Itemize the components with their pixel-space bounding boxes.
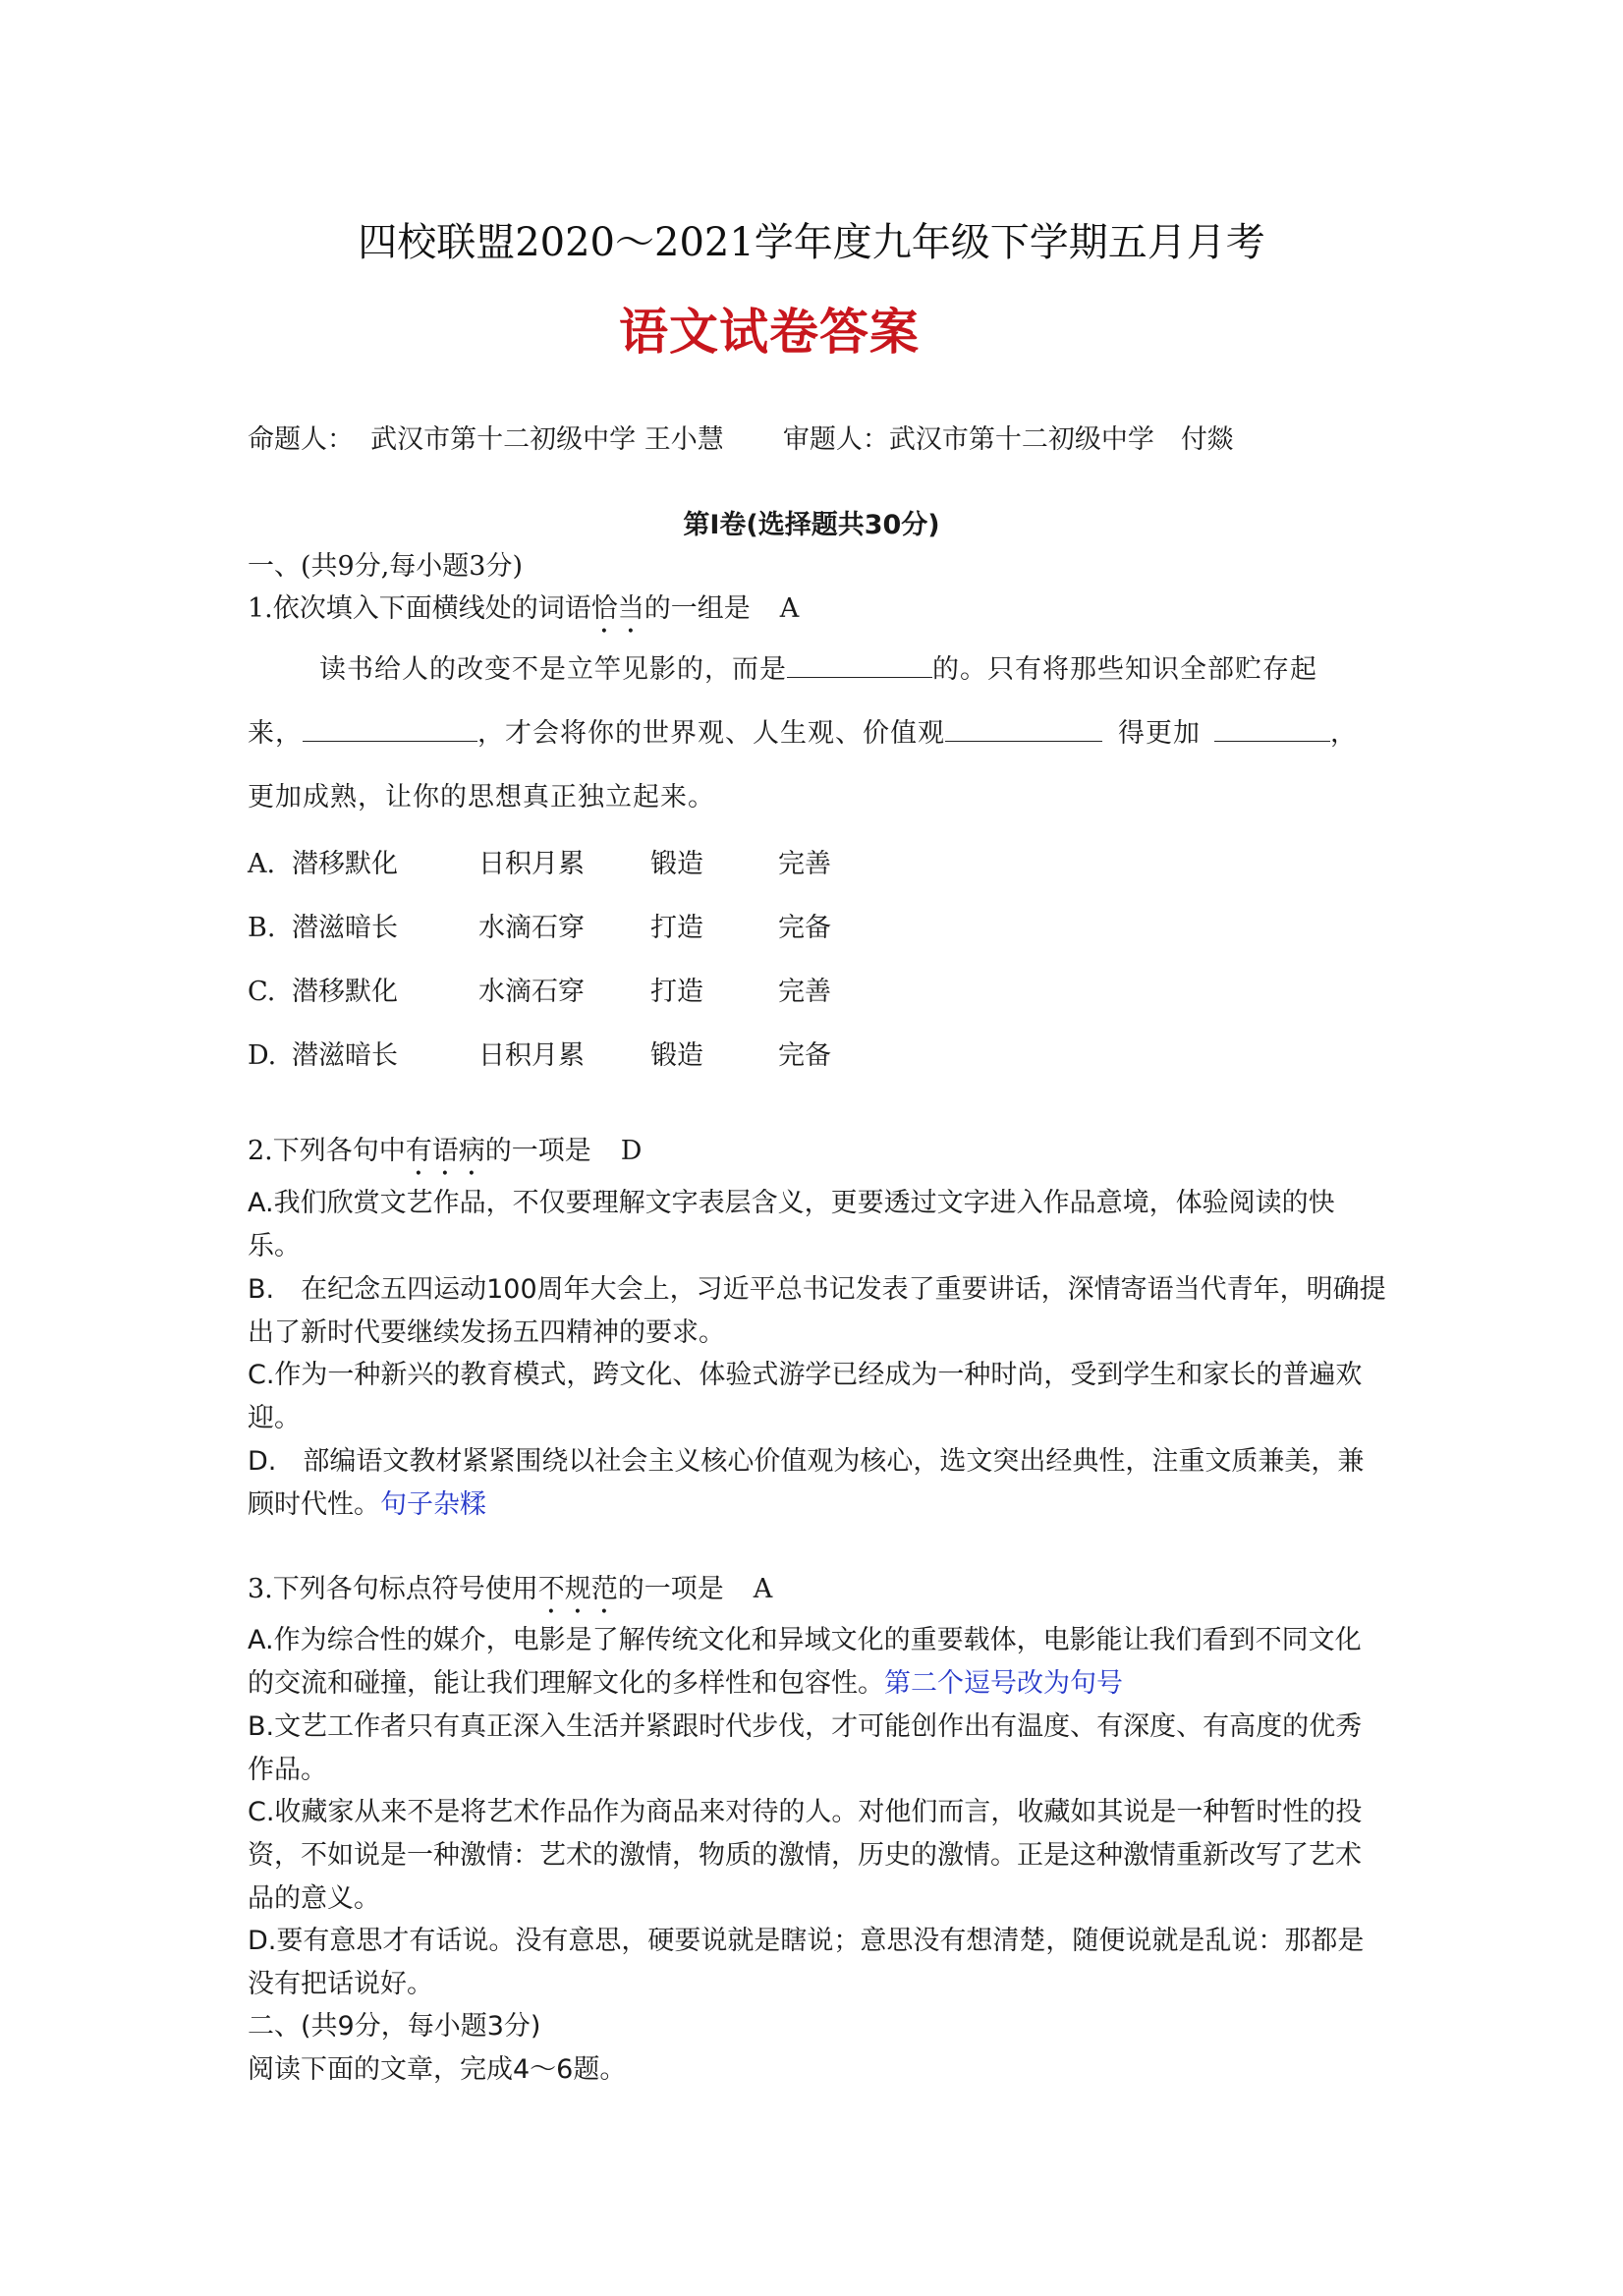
q1-option-b: B. 潜滋暗长 水滴石穿 打造 完备 bbox=[248, 913, 831, 943]
q3-option-c: C.收藏家从来不是将艺术作品作为商品来对待的人。对他们而言，收藏如其说是一种暂时性的投资，不如说是一种激情：艺术的激情，物质的激情，历史的激情。正是这种激情重新改写了艺术品的意义。 bbox=[248, 1797, 1363, 1914]
section-title: 第Ⅰ卷(选择题共30分) bbox=[683, 510, 940, 540]
q2-option-b: B. 在纪念五四运动100周年大会上，习近平总书记发表了重要讲话，深情寄语当代青年，明确提出了新时代要继续发扬五四精神的要求。 bbox=[248, 1274, 1386, 1348]
reviewer-value: 武汉市第十二初级中学 付燚 bbox=[888, 424, 1234, 455]
q2-option-c: C.作为一种新兴的教育模式，跨文化、体验式游学已经成为一种时尚，受到学生和家长的普遍欢迎。 bbox=[248, 1360, 1363, 1433]
q3-option-b: B.文艺工作者只有真正深入生活并紧跟时代步伐，才可能创作出有温度、有深度、有高度的优秀作品。 bbox=[248, 1711, 1363, 1785]
q3-note: 第二个逗号改为句号 bbox=[884, 1668, 1123, 1699]
q2-stem: 2.下列各句中有语病的一项是 D bbox=[248, 1136, 643, 1166]
q3-option-a: A.作为综合性的媒介，电影是了解传统文化和异域文化的重要载体，电影能让我们看到不同文化的交流和碰撞，能让我们理解文化的多样性和包容性。第二个逗号改为句号 bbox=[248, 1625, 1362, 1699]
blank-2 bbox=[303, 715, 477, 742]
q1-answer: A bbox=[779, 593, 800, 624]
q2-answer: D bbox=[620, 1136, 643, 1166]
q2-option-a: A.我们欣赏文艺作品，不仅要理解文字表层含义，更要透过文字进入作品意境，体验阅读的快乐。 bbox=[248, 1188, 1335, 1261]
author-label: 命题人： bbox=[248, 424, 354, 455]
q1-stem: 1.依次填入下面横线处的词语恰当的一组是 A bbox=[248, 593, 800, 624]
q2-option-d: D. 部编语文教材紧紧围绕以社会主义核心价值观为核心，选文突出经典性，注重文质兼美，兼顾时代性。句子杂糅 bbox=[248, 1446, 1365, 1520]
q1-emphasis: 恰当 bbox=[590, 593, 644, 624]
q3-stem: 3.下列各句标点符号使用不规范的一项是 A bbox=[248, 1574, 773, 1604]
q1-option-d: D. 潜滋暗长 日积月累 锻造 完备 bbox=[248, 1040, 831, 1071]
reviewer-label: 审题人： bbox=[782, 424, 889, 455]
part2-intro: 阅读下面的文章，完成4～6题。 bbox=[248, 2054, 627, 2085]
q2-note: 句子杂糅 bbox=[380, 1489, 486, 1520]
q3-option-d: D.要有意思才有话说。没有意思，硬要说就是瞎说；意思没有想清楚，随便说就是乱说：那都是没有把话说好。 bbox=[248, 1926, 1365, 1999]
q3-emphasis: 不规范 bbox=[537, 1574, 618, 1604]
page-title: 四校联盟2020～2021学年度九年级下学期五月月考 bbox=[358, 220, 1265, 265]
q1-option-a: A. 潜移默化 日积月累 锻造 完善 bbox=[248, 849, 831, 879]
part1-heading: 一、(共9分,每小题3分) bbox=[248, 551, 524, 582]
q1-passage-line2: 来， ，才会将你的世界观、人生观、价值观 得更加 ， bbox=[248, 714, 1358, 754]
blank-4 bbox=[1214, 715, 1330, 742]
part2-heading: 二、(共9分，每小题3分) bbox=[248, 2011, 541, 2042]
q3-answer: A bbox=[753, 1574, 773, 1604]
q1-passage-line3: 更加成熟，让你的思想真正独立起来。 bbox=[248, 782, 715, 812]
blank-3 bbox=[945, 715, 1102, 742]
blank-1 bbox=[787, 651, 932, 678]
author-line bbox=[248, 418, 1234, 456]
author-value: 武汉市第十二初级中学 王小慧 bbox=[370, 424, 724, 455]
page-subtitle: 语文试卷答案 bbox=[619, 304, 920, 361]
q1-option-c: C. 潜移默化 水滴石穿 打造 完善 bbox=[248, 977, 831, 1007]
q2-emphasis: 有语病 bbox=[405, 1136, 485, 1166]
q1-passage-line1: 读书给人的改变不是立竿见影的，而是 的。只有将那些知识全部贮存起 bbox=[319, 650, 1317, 690]
